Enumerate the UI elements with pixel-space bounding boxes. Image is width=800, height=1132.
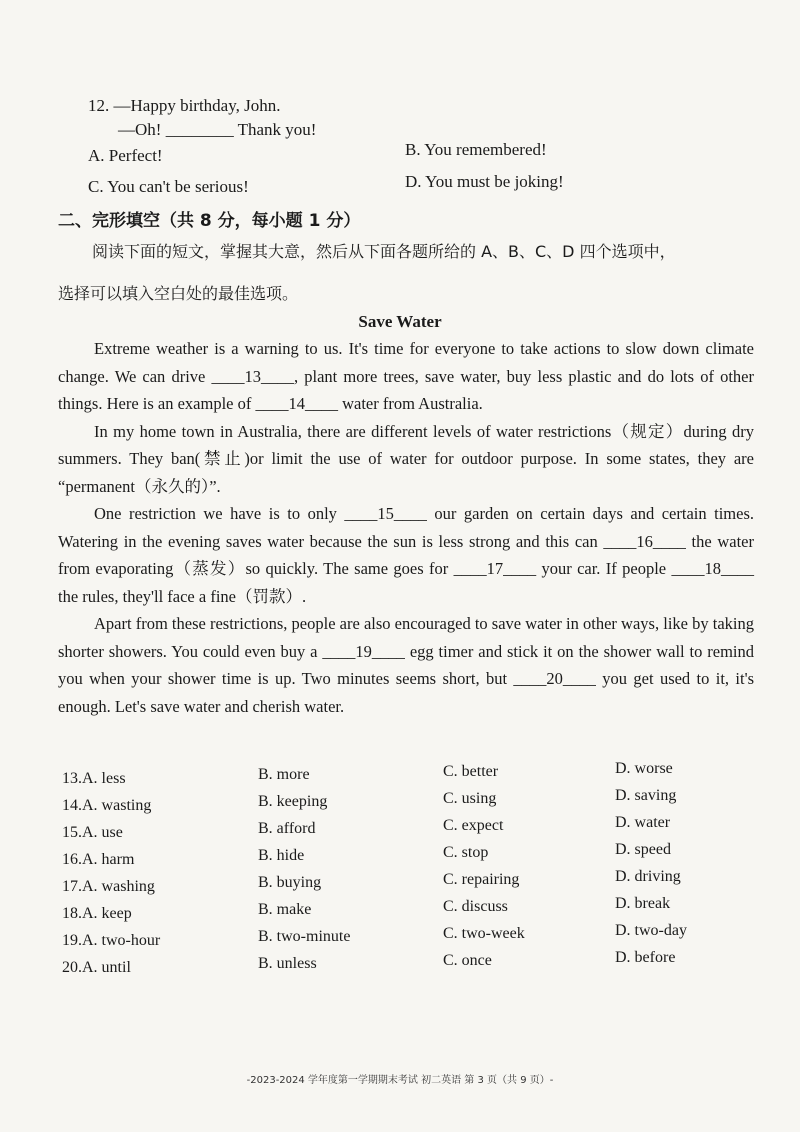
option-16-d: D. speed xyxy=(615,841,671,858)
option-17-c: C. repairing xyxy=(443,871,520,888)
option-16-c: C. stop xyxy=(443,844,489,861)
passage-paragraph-4: Apart from these restrictions, people are also encouraged to save water in other ways, like by taking shorter showers. You could even buy a ____19____ egg timer and stick it on the shower wall to remind you when your shower time is up. Two minutes seems short, but ____20____ you get used to it, it's enough. Let's save water and cherish water. xyxy=(58,614,754,716)
passage-title: Save Water xyxy=(358,312,442,331)
q12-line1: 12. —Happy birthday, John. xyxy=(88,96,281,115)
option-15-d: D. water xyxy=(615,814,671,831)
q12-option-d: D. You must be joking! xyxy=(405,172,564,191)
option-19-b: B. two-minute xyxy=(258,928,351,945)
option-14-a: 14.A. wasting xyxy=(62,797,152,814)
passage-paragraph-2: In my home town in Australia, there are different levels of water restrictions（规定）during dry summers. They ban(禁止)or limit the use of water for outdoor purpose. In some states, they are “permanent（永久的）”. xyxy=(58,421,754,496)
option-17-a: 17.A. washing xyxy=(62,878,155,895)
option-19-c: C. two-week xyxy=(443,925,525,942)
option-18-b: B. make xyxy=(258,901,312,918)
instruction-line1: 阅读下面的短文，掌握其大意，然后从下面各题所给的 A、B、C、D 四个选项中， xyxy=(92,242,676,261)
option-15-c: C. expect xyxy=(443,817,504,834)
option-13-c: C. better xyxy=(443,763,499,780)
option-14-c: C. using xyxy=(443,790,497,807)
passage-body xyxy=(58,335,754,720)
option-20-b: B. unless xyxy=(258,955,317,972)
option-13-a: 13.A. less xyxy=(62,770,126,787)
option-13-d: D. worse xyxy=(615,760,673,777)
q12-line2: —Oh! ________ Thank you! xyxy=(118,120,317,139)
option-20-c: C. once xyxy=(443,952,492,969)
option-20-a: 20.A. until xyxy=(62,959,131,976)
q12-option-c: C. You can't be serious! xyxy=(88,177,249,196)
option-20-d: D. before xyxy=(615,949,676,966)
option-16-a: 16.A. harm xyxy=(62,851,135,868)
option-16-b: B. hide xyxy=(258,847,305,864)
option-18-c: C. discuss xyxy=(443,898,508,915)
option-13-b: B. more xyxy=(258,766,310,783)
option-18-a: 18.A. keep xyxy=(62,905,132,922)
passage-paragraph-3: One restriction we have is to only ____15____ our garden on certain days and certain times. Watering in the evening saves water because the sun is less strong and this can ____16____ the water from evaporating（蒸发）so quickly. The same goes for ____17____ your car. If people ____18____ the rules, they'll face a fine（罚款）. xyxy=(58,504,754,606)
option-15-a: 15.A. use xyxy=(62,824,123,841)
option-19-a: 19.A. two-hour xyxy=(62,932,161,949)
q12-option-b: B. You remembered! xyxy=(405,140,547,159)
option-17-d: D. driving xyxy=(615,868,681,885)
option-19-d: D. two-day xyxy=(615,922,687,939)
option-14-d: D. saving xyxy=(615,787,677,804)
instruction-line2: 选择可以填入空白处的最佳选项。 xyxy=(58,284,299,303)
option-18-d: D. break xyxy=(615,895,671,912)
section-title: 二、完形填空（共 8 分，每小题 1 分） xyxy=(58,211,361,231)
option-15-b: B. afford xyxy=(258,820,316,837)
option-17-b: B. buying xyxy=(258,874,322,891)
passage-paragraph-1: Extreme weather is a warning to us. It's time for everyone to take actions to slow down climate change. We can drive ____13____, plant more trees, save water, buy less plastic and do lots of other things. Here is an example of ____14____ water from Australia. xyxy=(58,339,754,413)
q12-option-a: A. Perfect! xyxy=(88,146,163,165)
page-footer: -2023-2024 学年度第一学期期末考试 初二英语 第 3 页（共 9 页）- xyxy=(246,1075,554,1086)
option-14-b: B. keeping xyxy=(258,793,328,810)
